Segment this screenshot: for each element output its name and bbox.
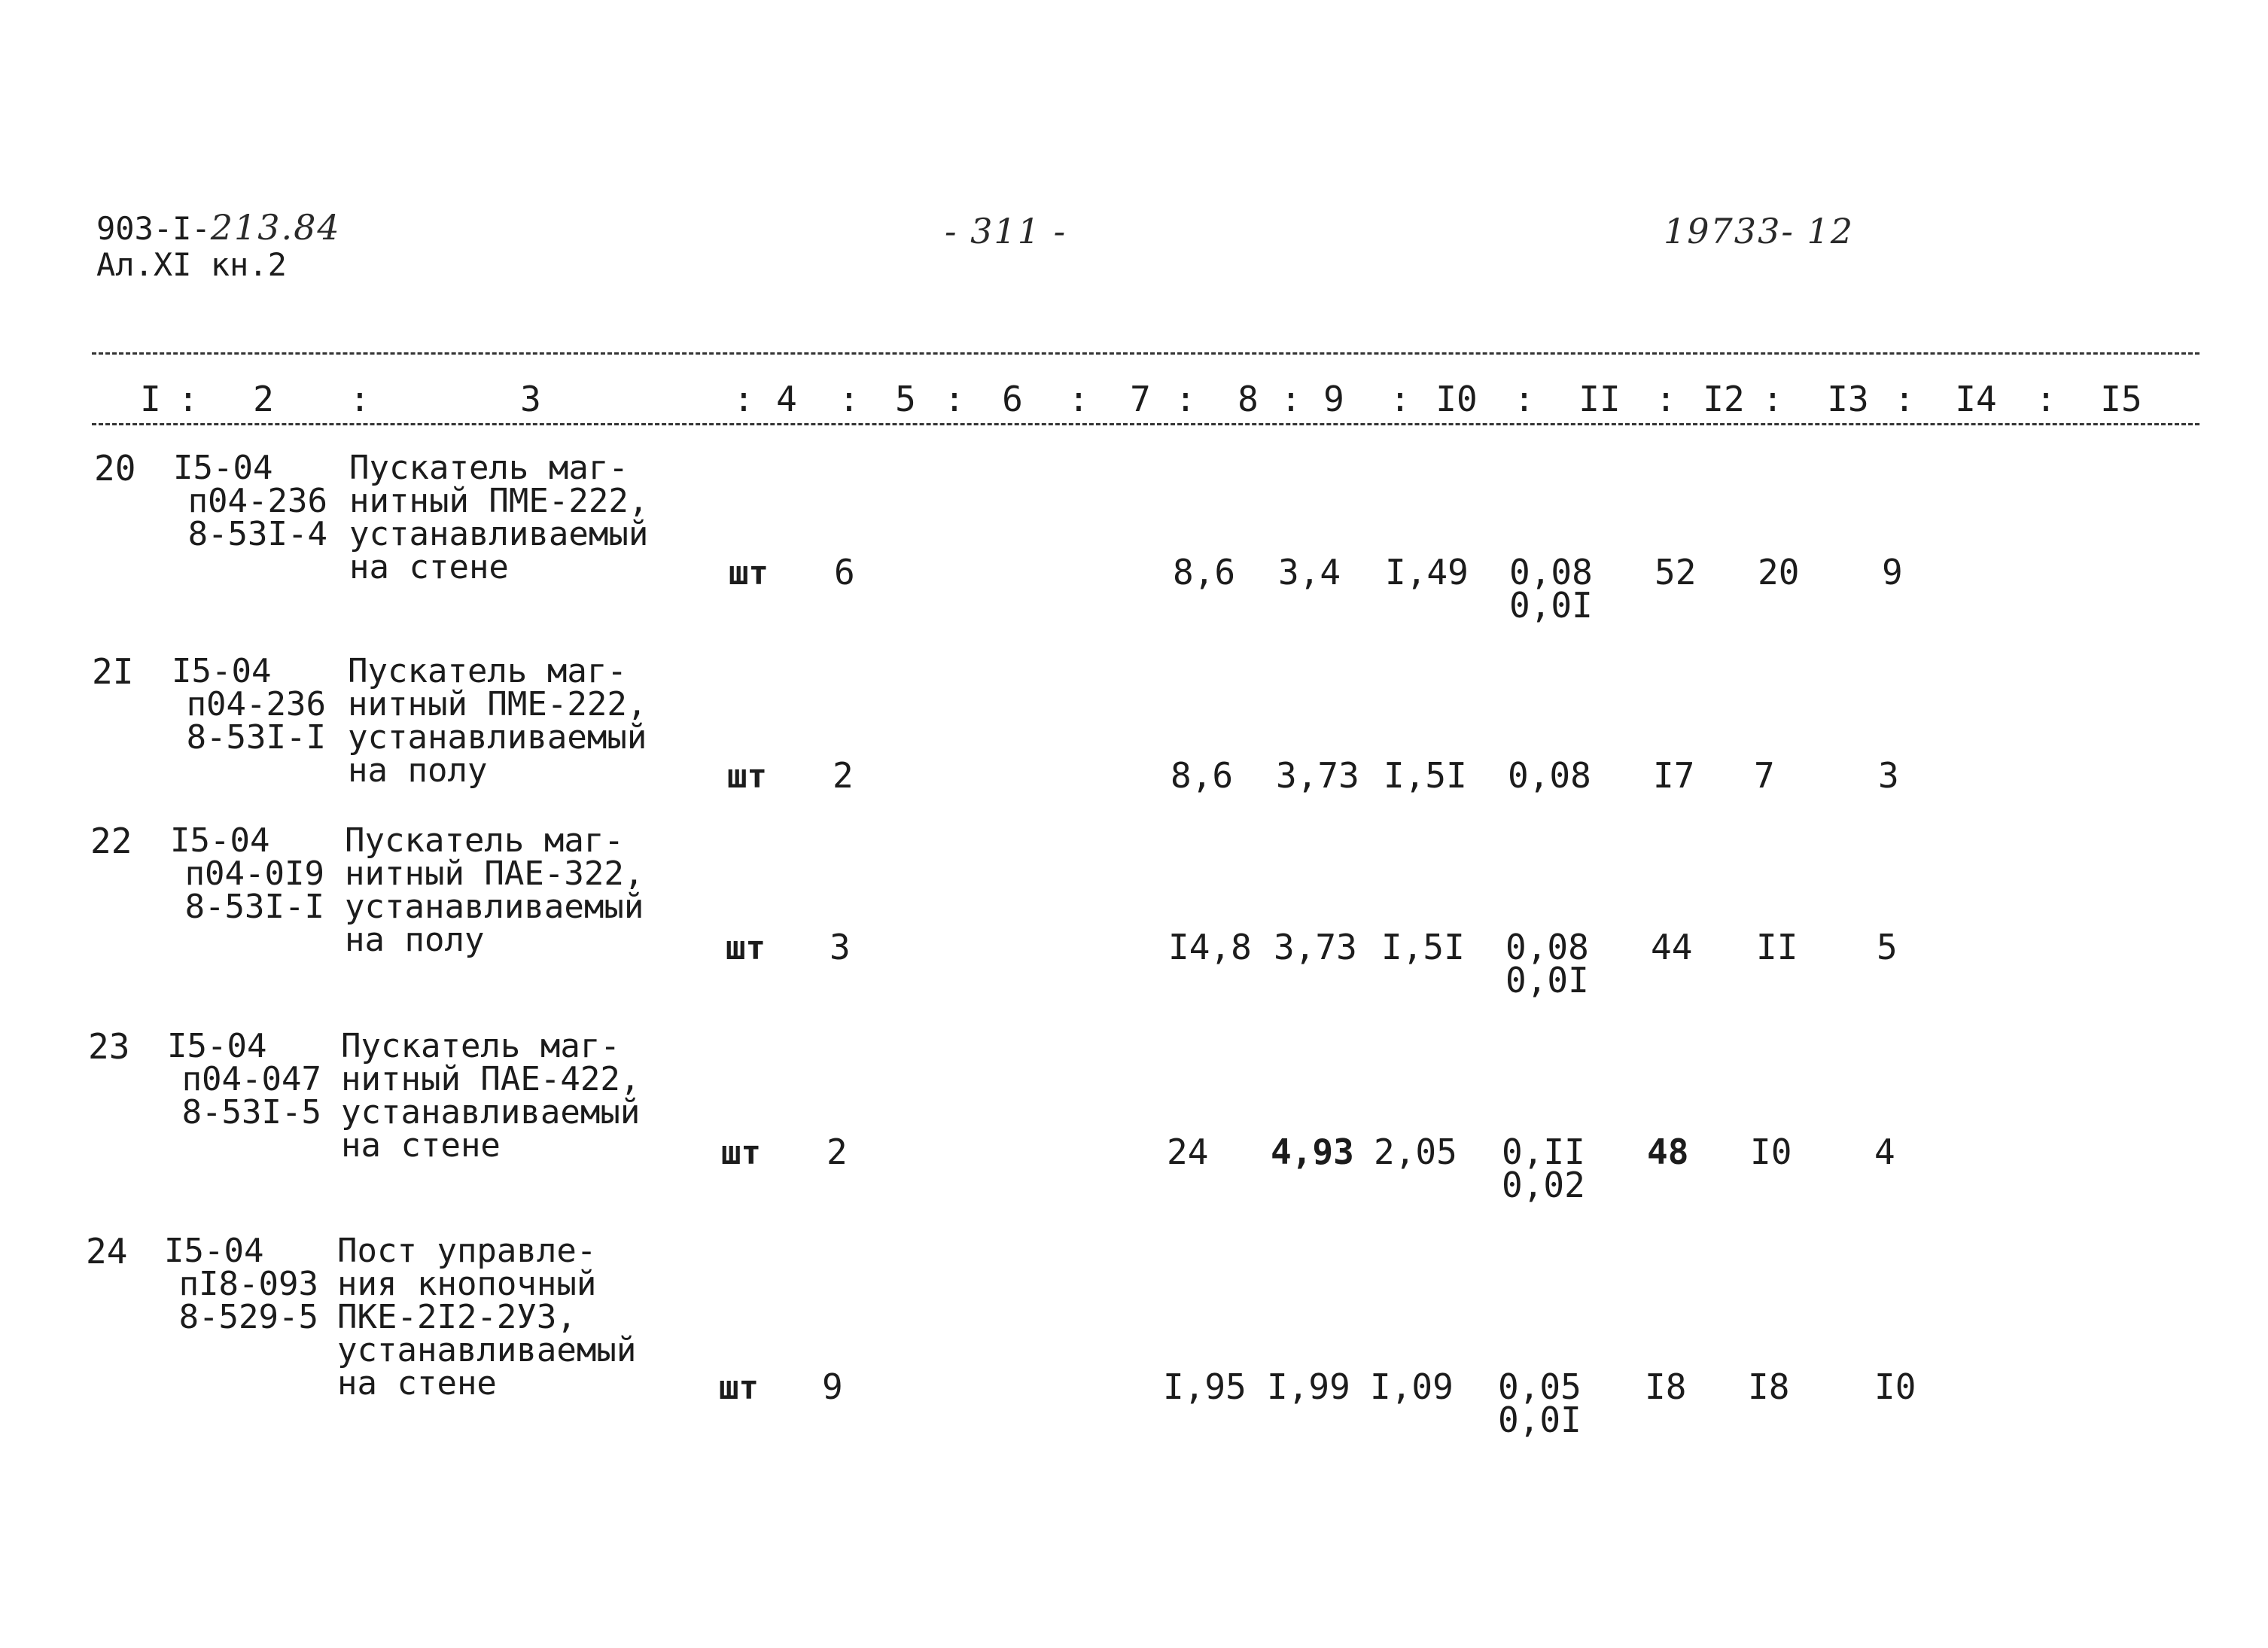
column-number-14: I4 xyxy=(1955,379,1997,419)
column-number-10: I0 xyxy=(1435,379,1478,419)
description-line: нитный ПАЕ-422, xyxy=(341,1060,641,1098)
quantity: 2 xyxy=(827,1132,848,1172)
col-11-line: 0,08 xyxy=(1509,552,1593,592)
description-line: устанавливаемый xyxy=(349,515,649,553)
column-number-12: I2 xyxy=(1703,379,1745,419)
description-line: ПКЕ-2I2-2УЗ, xyxy=(337,1298,577,1336)
column-separator: : xyxy=(944,379,965,419)
column-number-11: II xyxy=(1578,379,1621,419)
column-separator: : xyxy=(1514,379,1535,419)
unit: шт xyxy=(727,757,767,796)
col-9-value: 3,4 xyxy=(1278,552,1341,592)
quantity: 2 xyxy=(833,755,854,796)
description-line: Пост управле- xyxy=(337,1232,597,1270)
column-number-2: 2 xyxy=(253,379,274,419)
col-8-value: 8,6 xyxy=(1171,755,1234,796)
col-10-value: 2,05 xyxy=(1374,1132,1457,1172)
column-separator: : xyxy=(178,379,199,419)
col-12-value: 44 xyxy=(1651,927,1693,967)
col-13-value: II xyxy=(1756,927,1798,967)
code-line: п04-0I9 xyxy=(184,854,324,893)
row-description xyxy=(337,1232,637,1403)
description-line: устанавливаемый xyxy=(337,1331,637,1369)
code-line: I5-04 xyxy=(170,821,270,860)
code-line: I5-04 xyxy=(164,1232,264,1270)
description-line: на стене xyxy=(341,1126,501,1165)
description-line: нитный ПМЕ-222, xyxy=(349,482,649,520)
code-line: 8-53I-I xyxy=(184,888,324,926)
column-number-6: 6 xyxy=(1002,379,1023,419)
description-line: на полу xyxy=(348,751,488,790)
col-12-value: 48 xyxy=(1647,1132,1689,1172)
row-number: 20 xyxy=(94,448,136,489)
row-codes xyxy=(164,1232,318,1336)
code-line: п04-236 xyxy=(186,685,326,723)
col-14-value: I0 xyxy=(1874,1366,1916,1407)
column-number-5: 5 xyxy=(895,379,916,419)
description-line: на стене xyxy=(337,1364,497,1403)
col-9-value: 4,93 xyxy=(1271,1132,1354,1172)
col-11-line: 0,0I xyxy=(1505,960,1589,1001)
row-codes xyxy=(173,449,327,553)
row-codes xyxy=(172,652,326,757)
row-description xyxy=(349,449,649,586)
col-11-value xyxy=(1508,755,1591,796)
column-separator: : xyxy=(839,379,860,419)
row-number: 24 xyxy=(86,1231,128,1272)
code-line: 8-529-5 xyxy=(178,1298,318,1336)
col-10-value: I,5I xyxy=(1381,927,1465,967)
column-number-9: 9 xyxy=(1323,379,1344,419)
code-line: I5-04 xyxy=(173,449,273,487)
col-9-value: I,99 xyxy=(1267,1366,1350,1407)
col-13-value: 20 xyxy=(1758,552,1800,592)
col-11-line: 0,0I xyxy=(1509,585,1593,626)
description-line: устанавливаемый xyxy=(345,888,644,926)
code-line: пI8-093 xyxy=(178,1265,318,1303)
col-11-value xyxy=(1502,1132,1585,1205)
col-8-value: I4,8 xyxy=(1168,927,1252,967)
row-number: 22 xyxy=(90,821,132,861)
col-11-line: 0,05 xyxy=(1498,1366,1582,1407)
col-8-value: 8,6 xyxy=(1173,552,1236,592)
column-number-1: I xyxy=(140,379,161,419)
description-line: Пускатель маг- xyxy=(348,652,627,690)
column-number-8: 8 xyxy=(1238,379,1259,419)
col-8-value: 24 xyxy=(1167,1132,1209,1172)
column-number-4: 4 xyxy=(776,379,797,419)
description-line: нитный ПМЕ-222, xyxy=(348,685,647,723)
header-bottom-rule xyxy=(92,423,2200,425)
column-separator: : xyxy=(1762,379,1783,419)
description-line: устанавливаемый xyxy=(348,718,647,757)
unit: шт xyxy=(726,929,766,967)
col-10-value: I,09 xyxy=(1370,1366,1454,1407)
column-separator: : xyxy=(2035,379,2056,419)
row-codes xyxy=(167,1027,321,1132)
code-line: I5-04 xyxy=(167,1027,267,1065)
col-9-value: 3,73 xyxy=(1274,927,1357,967)
col-12-value: I8 xyxy=(1645,1366,1687,1407)
column-separator: : xyxy=(1175,379,1196,419)
quantity: 9 xyxy=(822,1366,843,1407)
column-separator: : xyxy=(1280,379,1301,419)
col-11-value xyxy=(1505,927,1589,1001)
col-13-value: I8 xyxy=(1748,1366,1790,1407)
quantity: 3 xyxy=(830,927,851,967)
table-top-rule xyxy=(92,352,2200,355)
col-14-value: 9 xyxy=(1882,552,1903,592)
col-11-line: 0,0I xyxy=(1498,1400,1582,1440)
column-separator: : xyxy=(1390,379,1411,419)
description-line: нитный ПАЕ-322, xyxy=(345,854,644,893)
document-code xyxy=(96,207,341,248)
col-11-line: 0,08 xyxy=(1505,927,1589,967)
col-14-value: 5 xyxy=(1877,927,1898,967)
col-10-value: I,49 xyxy=(1385,552,1469,592)
col-8-value: I,95 xyxy=(1163,1366,1247,1407)
code-line: п04-047 xyxy=(181,1060,321,1098)
column-number-13: I3 xyxy=(1827,379,1869,419)
row-description xyxy=(345,821,644,959)
row-codes xyxy=(170,821,324,926)
column-number-3: 3 xyxy=(520,379,541,419)
col-11-value xyxy=(1509,552,1593,626)
quantity: 6 xyxy=(834,552,855,592)
column-separator: : xyxy=(1894,379,1915,419)
description-line: Пускатель маг- xyxy=(341,1027,620,1065)
code-line: п04-236 xyxy=(187,482,327,520)
unit: шт xyxy=(721,1134,761,1172)
col-14-value: 4 xyxy=(1874,1132,1895,1172)
col-12-value: I7 xyxy=(1653,755,1695,796)
description-line: ния кнопочный xyxy=(337,1265,597,1303)
col-11-line: 0,II xyxy=(1502,1132,1585,1172)
col-14-value: 3 xyxy=(1878,755,1899,796)
col-10-value: I,5I xyxy=(1384,755,1467,796)
description-line: устанавливаемый xyxy=(341,1093,641,1132)
description-line: на стене xyxy=(349,548,509,586)
description-line: на полу xyxy=(345,921,485,959)
code-line: 8-53I-4 xyxy=(187,515,327,553)
code-line: 8-53I-5 xyxy=(181,1093,321,1132)
code-line: 8-53I-I xyxy=(186,718,326,757)
description-line: Пускатель маг- xyxy=(345,821,624,860)
column-separator: : xyxy=(733,379,754,419)
description-line: Пускатель маг- xyxy=(349,449,629,487)
unit: шт xyxy=(729,554,769,592)
column-separator: : xyxy=(1655,379,1676,419)
col-13-value: 7 xyxy=(1754,755,1775,796)
col-11-value xyxy=(1498,1366,1582,1440)
col-11-line: 0,02 xyxy=(1502,1165,1585,1205)
page-number: - 311 - xyxy=(945,211,1067,251)
column-number-7: 7 xyxy=(1130,379,1151,419)
row-number: 2I xyxy=(92,651,134,692)
col-13-value: I0 xyxy=(1750,1132,1792,1172)
document-code-printed: 903-I- xyxy=(96,210,211,247)
col-12-value: 52 xyxy=(1655,552,1697,592)
unit: шт xyxy=(719,1369,759,1407)
row-number: 23 xyxy=(88,1026,130,1067)
document-code-handwritten: 213.84 xyxy=(210,207,341,248)
column-number-15: I5 xyxy=(2100,379,2142,419)
column-separator: : xyxy=(1068,379,1089,419)
col-9-value: 3,73 xyxy=(1276,755,1359,796)
row-description xyxy=(348,652,647,790)
col-11-line: 0,08 xyxy=(1508,755,1591,796)
column-separator: : xyxy=(349,379,370,419)
row-description xyxy=(341,1027,641,1165)
album-label: Ал.XI кн.2 xyxy=(96,246,287,283)
code-line: I5-04 xyxy=(172,652,272,690)
inventory-number: 19733- 12 xyxy=(1664,211,1855,251)
